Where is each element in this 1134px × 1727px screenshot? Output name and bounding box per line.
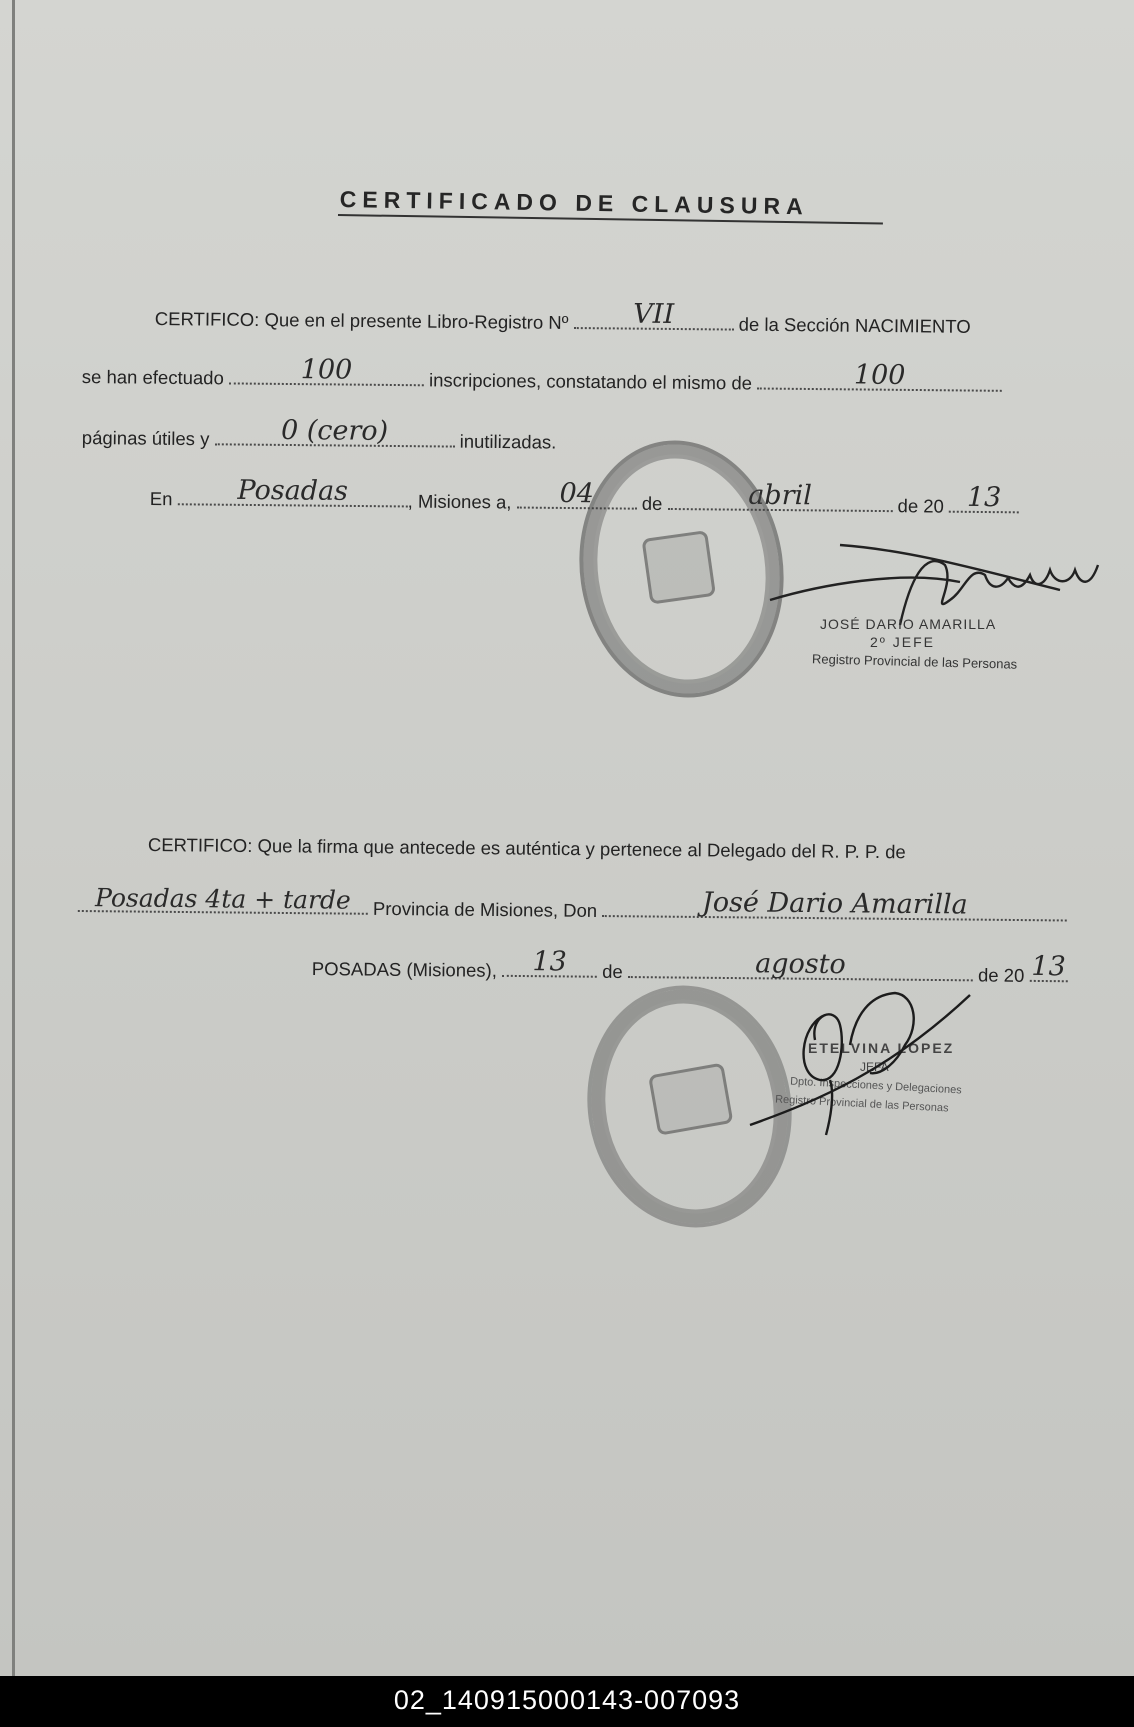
signer1-role: 2º JEFE bbox=[870, 634, 936, 650]
seal-emblem-icon bbox=[648, 1063, 733, 1136]
cert1-de-label-1: de bbox=[641, 492, 663, 514]
footer-bar bbox=[0, 1676, 1134, 1727]
paginas-value: 100 bbox=[853, 359, 906, 391]
cert1-misiones-label: , Misiones a, bbox=[407, 490, 512, 513]
cert2-de-label-2: de 20 bbox=[977, 964, 1025, 986]
cert1-line3-text-b: inutilizadas. bbox=[459, 430, 557, 453]
dia-value: 04 bbox=[559, 477, 595, 510]
cert1-line3-text-a: páginas útiles y bbox=[81, 426, 210, 450]
seal-emblem-icon bbox=[641, 530, 716, 605]
lugar-value: Posadas bbox=[237, 474, 349, 507]
cert2-line1: CERTIFICO: Que la firma que antecede es auténtica y pertenece al Delegado del R. P. P. de bbox=[147, 834, 906, 863]
cert2-mes-value: agosto bbox=[755, 948, 846, 981]
signer2-name: ETELVINA LOPEZ bbox=[808, 1040, 955, 1056]
delegado-name-value: José Dario Amarilla bbox=[701, 886, 968, 921]
anio-value: 13 bbox=[966, 481, 1002, 514]
cert1-line1 bbox=[154, 298, 971, 338]
cert1-de-label-2: de 20 bbox=[897, 495, 945, 517]
cert2-anio-value: 13 bbox=[1031, 950, 1066, 983]
cert1-line2-text-a: se han efectuado bbox=[81, 365, 224, 389]
signer2-dept: Dpto. Inspecciones y Delegaciones bbox=[789, 1075, 963, 1097]
cert1-line3 bbox=[81, 414, 557, 454]
signature-2 bbox=[730, 985, 980, 1145]
cert1-line1-text-a: CERTIFICO: Que en el presente Libro-Registro Nº bbox=[154, 307, 569, 333]
page-edge bbox=[12, 0, 15, 1676]
signer2-org: Registro Provincial de las Personas bbox=[774, 1093, 949, 1115]
cert2-lugar-label: POSADAS (Misiones), bbox=[311, 957, 498, 981]
signer1-org: Registro Provincial de las Personas bbox=[811, 651, 1018, 672]
cert2-dia-field bbox=[502, 946, 597, 978]
cert1-en-label: En bbox=[149, 487, 173, 510]
cert2-line3 bbox=[311, 946, 1068, 987]
libro-numero-field bbox=[574, 298, 734, 331]
inutilizadas-field bbox=[214, 414, 454, 447]
cert1-line4 bbox=[149, 474, 1019, 518]
document-id: 02_140915000143-007093 bbox=[393, 1685, 741, 1715]
cert2-line2 bbox=[78, 883, 1068, 926]
document-title: CERTIFICADO DE CLAUSURA bbox=[339, 186, 809, 220]
cert2-anio-field bbox=[1029, 950, 1067, 983]
signer1-name: JOSÉ DARIO AMARILLA bbox=[820, 616, 997, 632]
cert2-mes-field bbox=[628, 948, 973, 981]
inutilizadas-value: 0 (cero) bbox=[280, 414, 389, 447]
mes-value: abril bbox=[748, 479, 812, 512]
cert1-line2 bbox=[81, 354, 1002, 397]
delegacion-value: Posadas 4ta + tarde bbox=[94, 883, 351, 915]
delegado-name-field bbox=[602, 886, 1067, 921]
anio-field bbox=[949, 481, 1019, 514]
cert2-de-label-1: de bbox=[602, 960, 623, 982]
paginas-field bbox=[757, 359, 1002, 391]
delegacion-field bbox=[78, 883, 368, 915]
inscripciones-value: 100 bbox=[300, 354, 353, 386]
cert1-line1-text-b: de la Sección NACIMIENTO bbox=[738, 313, 971, 337]
lugar-field bbox=[178, 474, 408, 507]
cert2-line2-text: Provincia de Misiones, Don bbox=[372, 897, 598, 921]
inscripciones-field bbox=[229, 354, 424, 386]
cert1-line2-text-b: inscripciones, constatando el mismo de bbox=[428, 369, 753, 394]
signer2-role: JEFA bbox=[860, 1060, 889, 1074]
cert2-dia-value: 13 bbox=[532, 946, 567, 978]
libro-numero-value: VII bbox=[633, 298, 675, 330]
